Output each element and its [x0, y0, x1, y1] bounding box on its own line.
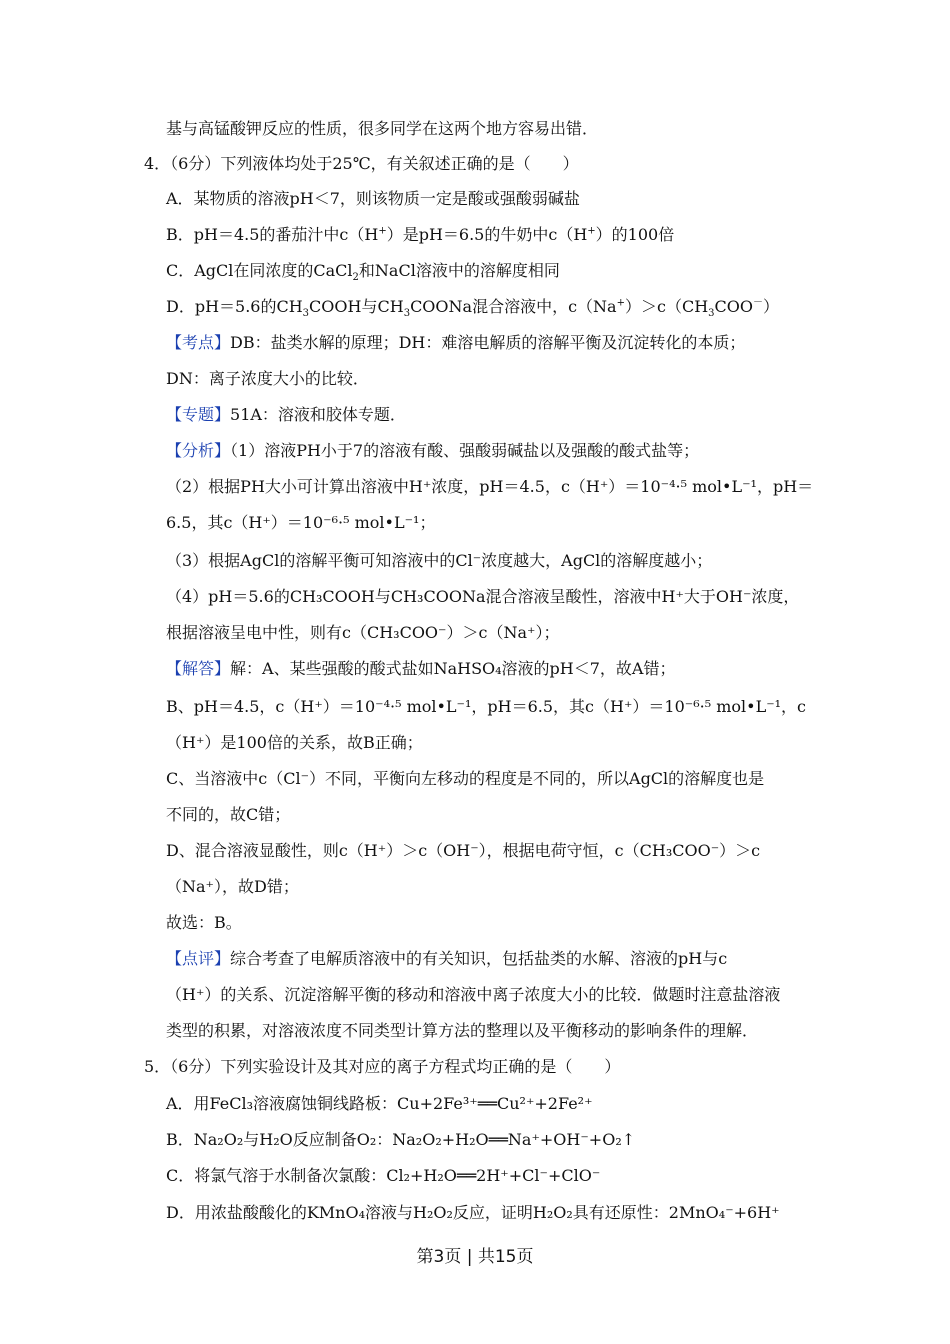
- q4-option-a: A．某物质的溶液pH＜7，则该物质一定是酸或强酸弱碱盐: [166, 189, 580, 208]
- jieda-line-6: D、混合溶液显酸性，则c（H⁺）＞c（OH⁻），根据电荷守恒，c（CH₃COO⁻）＞c: [166, 841, 761, 860]
- q4-optd-part2: COOH与CH: [309, 297, 404, 316]
- page-footer: 第3页 | 共15页: [416, 1247, 534, 1267]
- q4-optd-part4: ）＞c（CH: [624, 297, 709, 316]
- fenxi-line-6: 根据溶液呈电中性，则有c（CH₃COO⁻）＞c（Na⁺）；: [166, 623, 560, 642]
- q4-optd-part1: D．pH＝5.6的CH: [166, 297, 303, 316]
- kaodian-tag: 【考点】: [166, 333, 231, 352]
- jieda-line-7: （Na⁺），故D错；: [166, 877, 299, 896]
- q5-option-a: A．用FeCl₃溶液腐蚀铜线路板：Cu+2Fe³⁺══Cu²⁺+2Fe²⁺: [166, 1094, 593, 1113]
- fenxi-line-4: （3）根据AgCl的溶解平衡可知溶液中的Cl⁻浓度越大，AgCl的溶解度越小；: [166, 551, 713, 570]
- q4-option-d: D．pH＝5.6的$CH_3COOH$与$CH_3COONa$混合溶液中，$c(Na^+)>c(CH_3COO^-)$: [166, 297, 780, 320]
- fenxi-line-3: 6.5，其c（H⁺）＝10⁻⁶·⁵ mol•L⁻¹；: [166, 513, 436, 532]
- q4-option-b: B．pH＝4.5的番茄汁中c（H+）是pH＝6.5的牛奶中c（H+）的100倍: [166, 225, 675, 244]
- jieda-line-8: 故选：B。: [166, 913, 242, 932]
- fenxi-line-2: （2）根据PH大小可计算出溶液中H⁺浓度，pH＝4.5，c（H⁺）＝10⁻⁴·⁵ mol•L⁻¹，pH＝: [166, 477, 814, 496]
- jieda-line-1: [166, 658, 676, 680]
- q4-optb-part1: B．pH＝4.5的番茄汁中c（H: [166, 225, 379, 244]
- jieda-line-2: B、pH＝4.5，c（H⁺）＝10⁻⁴·⁵ mol•L⁻¹，pH＝6.5，其c（H⁺）＝10⁻⁶·⁵ mol•L⁻¹，c: [166, 697, 807, 716]
- fenxi-line-5: （4）pH＝5.6的CH₃COOH与CH₃COONa混合溶液呈酸性，溶液中H⁺大于OH⁻浓度，: [166, 587, 800, 606]
- q4-option-c: C．AgCl在同浓度的CaCl$_2$和NaCl溶液中的溶解度相同: [166, 261, 560, 284]
- jieda-line-3: （H⁺）是100倍的关系，故B正确；: [166, 733, 423, 752]
- zhuanti-tag: 【专题】: [166, 405, 231, 424]
- dianping-line-2: （H⁺）的关系、沉淀溶解平衡的移动和溶液中离子浓度大小的比较．做题时注意盐溶液: [166, 985, 781, 1004]
- zhuanti-line: [166, 404, 406, 426]
- intro-line: 基与高锰酸钾反应的性质，很多同学在这两个地方容易出错．: [166, 119, 599, 138]
- dianping-tag: 【点评】: [166, 949, 231, 968]
- q4-optd-part5: COO: [714, 297, 754, 316]
- zhuanti-text: 51A：溶液和胶体专题．: [230, 405, 406, 424]
- dianping-line-3: 类型的积累，对溶液浓度不同类型计算方法的整理以及平衡移动的影响条件的理解．: [166, 1021, 759, 1040]
- kaodian-line: [166, 332, 745, 354]
- fenxi-text-1: （1）溶液PH小于7的溶液有酸、强酸弱碱盐以及强酸的酸式盐等；: [230, 441, 700, 460]
- fenxi-line-1: [166, 440, 699, 462]
- q5-option-c: C．将氯气溶于水制备次氯酸：Cl₂+H₂O══2H⁺+Cl⁻+ClO⁻: [166, 1166, 601, 1185]
- jieda-line-5: 不同的，故C错；: [166, 805, 291, 824]
- dianping-text-1: 综合考查了电解质溶液中的有关知识，包括盐类的水解、溶液的pH与c: [230, 949, 728, 968]
- jieda-line-4: C、当溶液中c（Cl⁻）不同，平衡向左移动的程度是不同的，所以AgCl的溶解度也是: [166, 769, 765, 788]
- kaodian-text: DB：盐类水解的原理；DH：难溶电解质的溶解平衡及沉淀转化的本质；: [230, 333, 746, 352]
- q4-optb-part3: ）的100倍: [595, 225, 675, 244]
- q5-option-b: B．Na₂O₂与H₂O反应制备O₂：Na₂O₂+H₂O══Na⁺+OH⁻+O₂↑: [166, 1130, 636, 1149]
- kaodian-line-2: DN：离子浓度大小的比较．: [166, 369, 369, 388]
- question-5-stem: 5．（6分）下列实验设计及其对应的离子方程式均正确的是（ ）: [144, 1057, 621, 1076]
- fenxi-tag: 【分析】: [166, 441, 231, 460]
- jieda-tag: 【解答】: [166, 659, 231, 678]
- q5-option-d: D．用浓盐酸酸化的KMnO₄溶液与H₂O₂反应，证明H₂O₂具有还原性：2MnO₄⁻+6H⁺: [166, 1203, 780, 1222]
- dianping-line-1: [166, 948, 727, 970]
- q4-optc-part2: 和NaCl溶液中的溶解度相同: [358, 261, 560, 280]
- jieda-text-1: 解：A、某些强酸的酸式盐如NaHSO₄溶液的pH＜7，故A错；: [230, 659, 676, 678]
- q4-optb-part2: ）是pH＝6.5的牛奶中c（H: [386, 225, 588, 244]
- q4-optd-part6: ）: [763, 297, 780, 316]
- question-4-stem: 4．（6分）下列液体均处于25℃，有关叙述正确的是（ ）: [144, 154, 579, 173]
- q4-optc-part1: C．AgCl在同浓度的CaCl: [166, 261, 353, 280]
- q4-optd-part3: COONa混合溶液中，c（Na: [410, 297, 617, 316]
